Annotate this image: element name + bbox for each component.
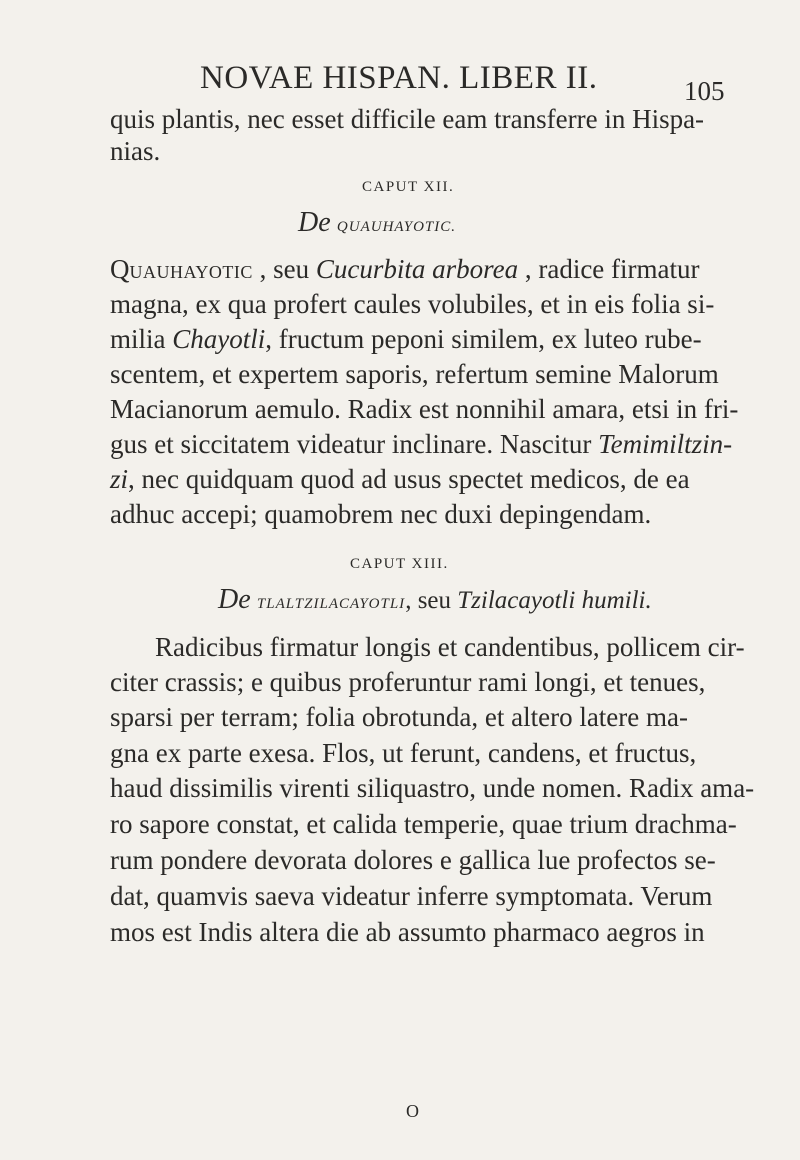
text-line: quis plantis, nec esset difficile eam transferre in Hispa- bbox=[110, 104, 705, 134]
chapter-13-number: CAPUT XIII. bbox=[350, 556, 449, 572]
chapter-12-number: CAPUT XII. bbox=[362, 179, 455, 195]
chapter-12-heading bbox=[298, 207, 456, 239]
text-line bbox=[110, 324, 702, 355]
text-line: ro sapore constat, et calida temperie, quae trium drachma- bbox=[110, 809, 737, 839]
text-line: rum pondere devorata dolores e gallica lue profectos se- bbox=[110, 845, 716, 875]
text-run: , nec quidquam quod ad usus spectet medicos, de ea bbox=[128, 464, 690, 494]
page-number: 105 bbox=[684, 76, 725, 106]
text-line: mos est Indis altera die ab assumto pharmaco aegros in bbox=[110, 917, 705, 947]
text-line: sparsi per terram; folia obrotunda, et altero latere ma- bbox=[110, 702, 688, 732]
text-run: , seu bbox=[259, 254, 310, 284]
text-line: adhuc accepi; quamobrem nec duxi depingendam. bbox=[110, 499, 652, 529]
text-line: Radicibus firmatur longis et candentibus, pollicem cir- bbox=[155, 632, 745, 662]
text-line: haud dissimilis virenti siliquastro, unde nomen. Radix ama- bbox=[110, 773, 755, 803]
text-run: , radice firmatur bbox=[524, 254, 700, 284]
heading-de: De bbox=[218, 584, 251, 615]
heading-de: De bbox=[298, 207, 331, 238]
signature-mark: O bbox=[406, 1101, 419, 1121]
text-run: milia bbox=[110, 324, 166, 354]
heading-name: TLALTZILACAYOTLI bbox=[256, 596, 406, 612]
text-line bbox=[110, 254, 700, 285]
text-line bbox=[110, 464, 690, 495]
running-head: NOVAE HISPAN. LIBER II. bbox=[200, 60, 598, 96]
text-run: gus et siccitatem videatur inclinare. Nascitur bbox=[110, 429, 592, 459]
text-line bbox=[110, 429, 733, 460]
chapter-13-heading bbox=[218, 584, 652, 616]
heading-alt: Tzilacayotli humili. bbox=[457, 587, 652, 614]
italic-term: Chayotli bbox=[172, 324, 266, 354]
heading-name: QUAUHAYOTIC. bbox=[336, 219, 457, 235]
text-line: gna ex parte exesa. Flos, ut ferunt, candens, et fructus, bbox=[110, 738, 697, 768]
italic-term: Temimiltzin- bbox=[598, 429, 733, 459]
text-line: magna, ex qua profert caules volubiles, et in eis folia si- bbox=[110, 289, 715, 319]
text-line: dat, quamvis saeva videatur inferre symptomata. Verum bbox=[110, 881, 713, 911]
text-line: Macianorum aemulo. Radix est nonnihil amara, etsi in fri- bbox=[110, 394, 739, 424]
smallcaps-name: UAUHAYOTIC bbox=[129, 262, 253, 282]
text-line: citer crassis; e quibus proferuntur rami longi, et tenues, bbox=[110, 667, 706, 697]
heading-mid: , seu bbox=[405, 587, 452, 614]
text-line: scentem, et expertem saporis, refertum semine Malorum bbox=[110, 359, 719, 389]
drop-letter: Q bbox=[110, 254, 130, 284]
text-run: , fructum peponi similem, ex luteo rube- bbox=[265, 324, 702, 354]
italic-term: zi bbox=[110, 464, 129, 494]
italic-term: Cucurbita arborea bbox=[315, 254, 519, 284]
text-line: nias. bbox=[110, 136, 161, 166]
